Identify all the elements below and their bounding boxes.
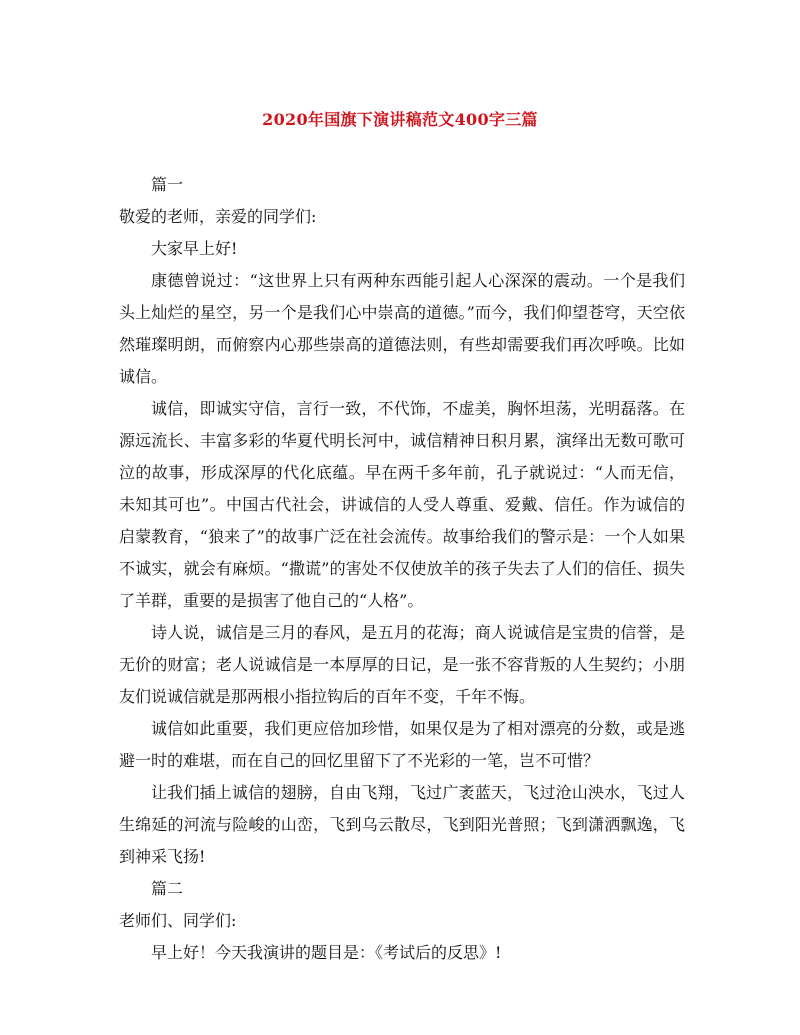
salutation-1: 敬爱的老师，亲爱的同学们:	[119, 207, 317, 226]
document-title: 2020年国旗下演讲稿范文400字三篇	[262, 110, 538, 129]
paragraph-poets-say: 诗人说，诚信是三月的春风，是五月的花海；商人说诚信是宝贵的信誉，是无价的财富；老人说诚信是一本厚厚的日记，是一张不容背叛的人生契约；小朋友们说诚信就是那两根小指拉钩后的百年不变，千年不悔。	[119, 623, 685, 706]
paragraph-integrity-definition: 诚信，即诚实守信，言行一致，不代饰，不虚美，胸怀坦荡，光明磊落。在源远流长、丰富多彩的华夏代明长河中，诚信精神日积月累，演绎出无数可歌可泣的故事，形成深厚的代化底蕴。早在两千多年前，孔子就说过：“人而无信，未知其可也”。中国古代社会，讲诚信的人受人尊重、爱戴、信任。作为诚信的启蒙教育，“狼来了”的故事广泛在社会流传。故事给我们的警示是：一个人如果不诚实，就会有麻烦。“撒谎”的害处不仅使放羊的孩子失去了人们的信任、损失了羊群，重要的是损害了他自己的“人格”。	[119, 399, 685, 610]
greeting-2: 早上好！今天我演讲的题目是：《考试后的反思》!	[151, 943, 502, 962]
paragraph-wings: 让我们插上诚信的翅膀，自由飞翔，飞过广袤蓝天，飞过沧山泱水，飞过人生绵延的河流与险峻的山峦，飞到乌云散尽，飞到阳光普照；飞到潇洒飘逸，飞到神采飞扬!	[119, 783, 685, 866]
section-heading-2: 篇二	[151, 879, 184, 898]
paragraph-cherish: 诚信如此重要，我们更应倍加珍惜，如果仅是为了相对漂亮的分数，或是逃避一时的难堪，而在自己的回忆里留下了不光彩的一笔，岂不可惜？	[119, 719, 685, 770]
section-heading-1: 篇一	[151, 175, 184, 194]
salutation-2: 老师们、同学们:	[119, 911, 237, 930]
greeting-1: 大家早上好!	[151, 239, 238, 258]
document-body	[119, 169, 685, 969]
paragraph-kant: 康德曾说过：“这世界上只有两种东西能引起人心深深的震动。一个是我们头上灿烂的星空，另一个是我们心中崇高的道德。”而今，我们仰望苍穹，天空依然璀璨明朗，而俯察内心那些崇高的道德法则，有些却需要我们再次呼唤。比如诚信。	[119, 271, 685, 386]
